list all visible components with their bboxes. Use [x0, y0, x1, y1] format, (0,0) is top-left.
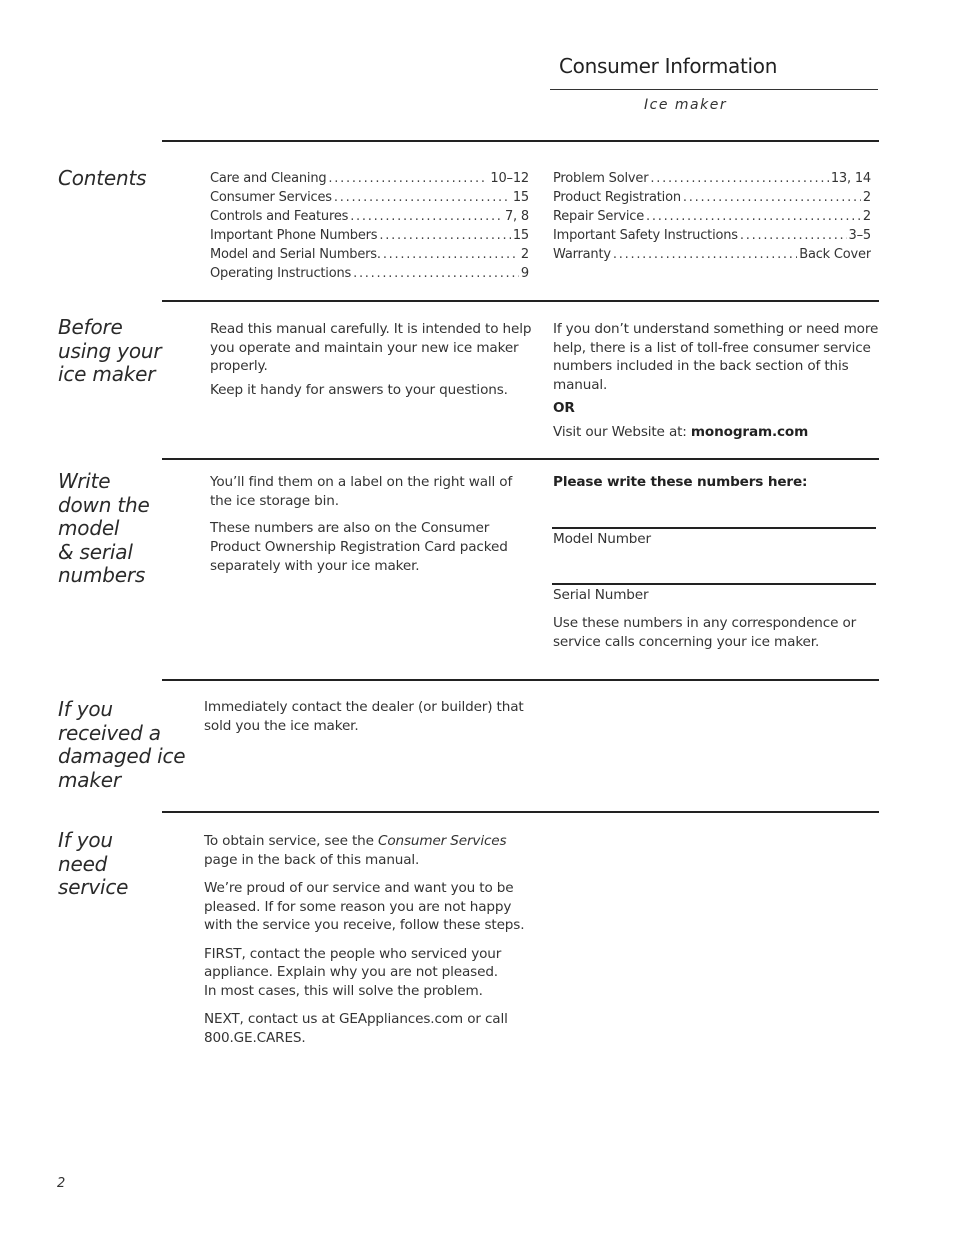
toc-page: 7, 8	[504, 208, 529, 224]
toc-left-column	[210, 170, 529, 283]
toc-label: Important Phone Numbers	[210, 227, 378, 243]
section-divider	[162, 458, 879, 460]
toc-entry[interactable]	[210, 265, 529, 284]
toc-page: 15	[512, 227, 529, 243]
serial-left-text: You’ll find them on a label on the right wall of the ice storage bin. These numbers are also on the Consumer Product Ownership Registration Card packed separately with your ice maker.	[210, 474, 513, 574]
page-title: Consumer Information	[559, 54, 778, 78]
toc-label: Important Safety Instructions	[553, 227, 738, 243]
toc-page: 9	[520, 265, 529, 281]
section-divider	[162, 811, 879, 813]
toc-label: Consumer Services	[210, 189, 332, 205]
toc-page: 2	[862, 189, 871, 205]
before-using-left-text: Read this manual carefully. It is intended to help you operate and maintain your new ice maker properly. Keep it handy for answers to your questions.	[210, 321, 532, 398]
toc-page: Back Cover	[799, 246, 871, 262]
serial-heading: Write down the model & serial numbers	[58, 469, 150, 587]
toc-entry[interactable]	[553, 170, 871, 189]
toc-entry[interactable]	[210, 208, 529, 227]
toc-label: Model and Serial Numbers.	[210, 246, 381, 262]
toc-page: 2	[862, 208, 871, 224]
section-divider	[162, 300, 879, 302]
toc-label: Care and Cleaning	[210, 171, 327, 186]
toc-entry[interactable]	[553, 208, 871, 227]
toc-label: Problem Solver	[553, 171, 649, 186]
service-text: To obtain service, see the Consumer Services page in the back of this manual. We’re proud of our service and want you to be pleased. If for some reason you are not happy with the service you receive, follow these steps. FIRST, contact the people who serviced your appliance. Explain why you are not pleased. In most cases, this will solve the problem. NEXT, contact us at GEAppliances.com or call 800.GE.CARES.	[204, 833, 525, 1046]
toc-entry[interactable]	[553, 246, 871, 265]
section-divider	[162, 140, 879, 142]
toc-entry[interactable]	[553, 189, 871, 208]
toc-page: 15	[512, 189, 529, 205]
serial-note: Use these numbers in any correspondence or service calls concerning your ice maker.	[553, 615, 857, 650]
damaged-heading: If you received a damaged ice maker	[58, 697, 186, 792]
toc-entry[interactable]	[210, 227, 529, 246]
serial-number-label: Serial Number	[553, 587, 649, 603]
toc-entry[interactable]	[210, 189, 529, 208]
toc-entry[interactable]	[553, 227, 871, 246]
before-using-heading: Before using your ice maker	[58, 315, 162, 386]
toc-entry[interactable]	[210, 246, 529, 265]
toc-label: Operating Instructions	[210, 265, 352, 281]
model-number-label: Model Number	[553, 531, 651, 547]
section-divider	[162, 679, 879, 681]
serial-prompt: Please write these numbers here:	[553, 474, 808, 490]
toc-label: Controls and Features	[210, 208, 349, 224]
toc-page: 13, 14	[830, 171, 871, 186]
page-subtitle: Ice maker	[644, 97, 728, 113]
damaged-text: Immediately contact the dealer (or builder) that sold you the ice maker.	[204, 699, 524, 734]
model-number-field[interactable]	[552, 527, 876, 529]
page-number: 2	[57, 1176, 66, 1191]
serial-number-field[interactable]	[552, 583, 876, 585]
contents-heading: Contents	[58, 166, 147, 190]
toc-right-column	[553, 170, 871, 265]
before-using-right-text: If you don’t understand something or need more help, there is a list of toll-free consumer service numbers included in the back section of this manual. OR Visit our Website at: monogram.com	[553, 321, 879, 440]
toc-page: 2	[520, 246, 529, 262]
website-link[interactable]: monogram.com	[690, 423, 809, 440]
toc-page: 3–5	[848, 227, 871, 243]
toc-label: Repair Service	[553, 208, 644, 224]
header-divider	[550, 89, 878, 90]
toc-label: Product Registration	[553, 189, 681, 205]
service-heading: If you need service	[58, 828, 129, 899]
toc-page: 10–12	[490, 171, 529, 186]
toc-label: Warranty	[553, 246, 611, 262]
toc-entry[interactable]	[210, 170, 529, 189]
